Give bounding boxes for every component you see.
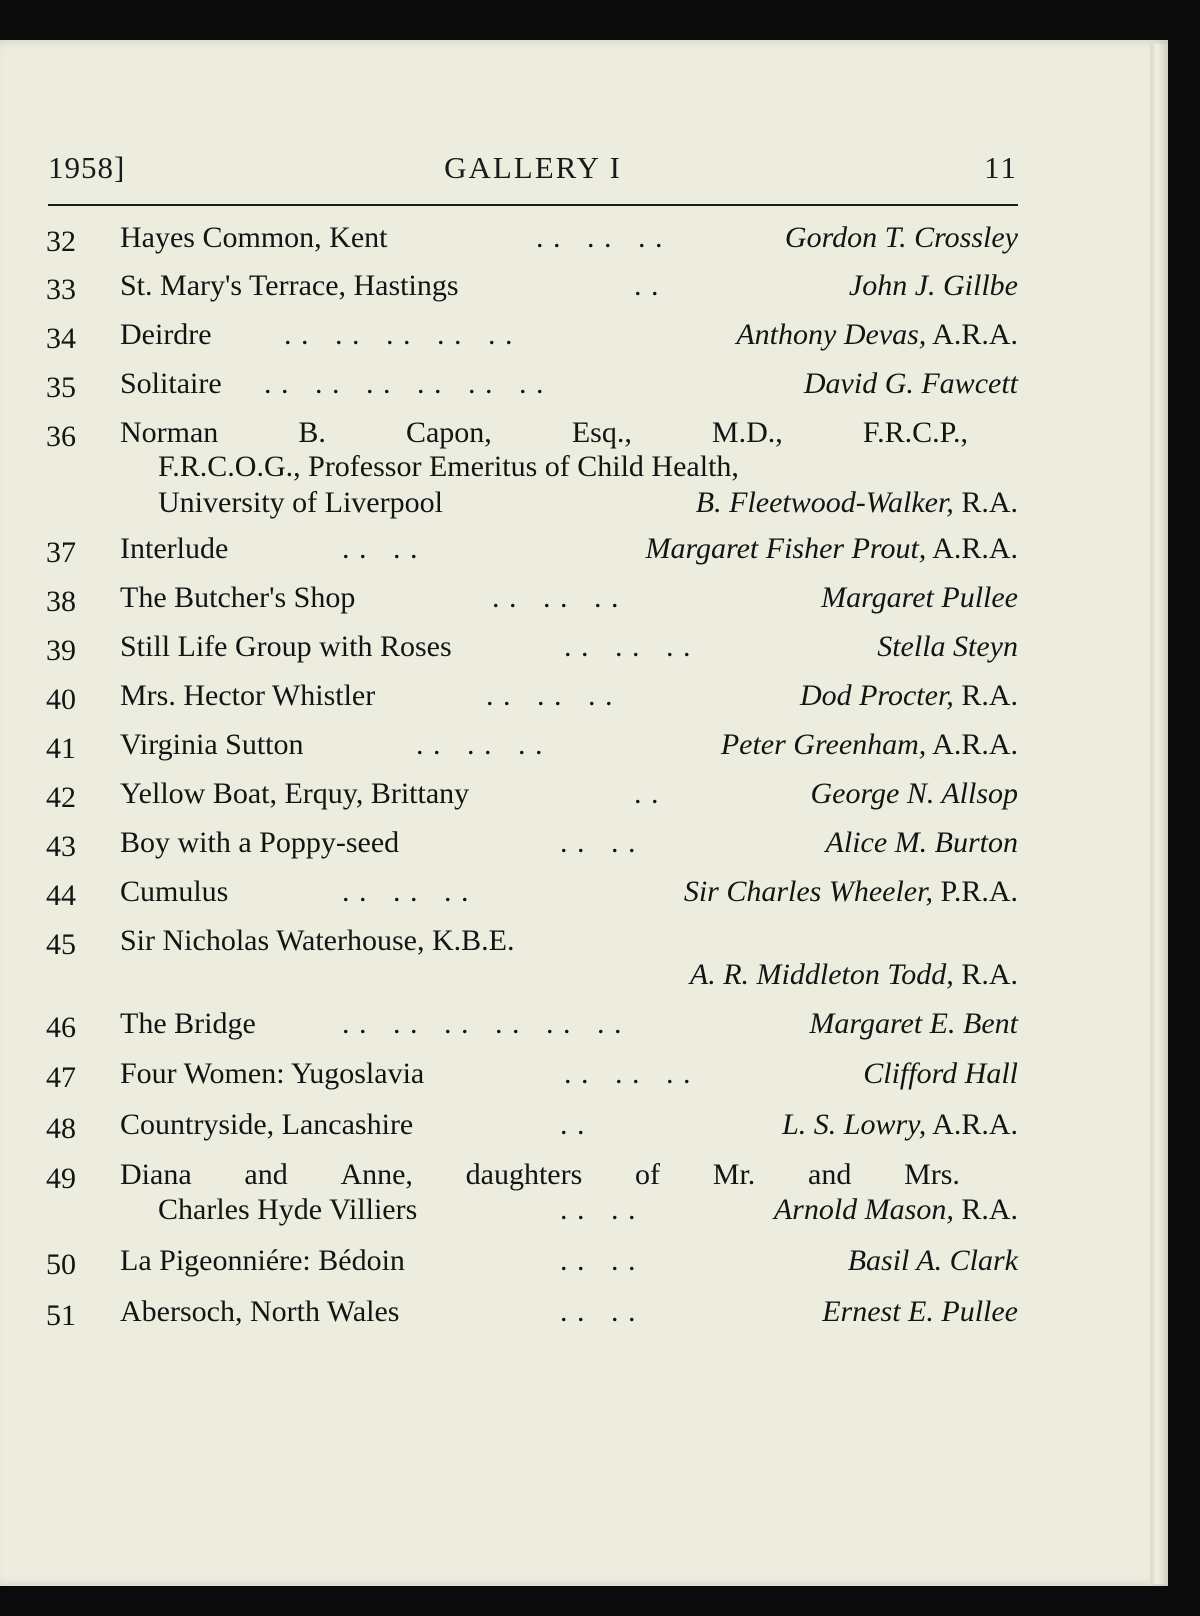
entry-number: 46 xyxy=(46,1011,76,1044)
catalogue-entry xyxy=(46,1157,1018,1231)
leader-dots: . . . . . . xyxy=(536,221,664,254)
leader-dots: . . . . . . xyxy=(416,728,544,761)
entry-title: Virginia Sutton xyxy=(120,728,304,761)
title-word: Norman xyxy=(120,416,219,449)
artist-name: L. S. Lowry, xyxy=(782,1108,927,1141)
header-rule xyxy=(48,204,1018,206)
entry-title: St. Mary's Terrace, Hastings xyxy=(120,269,459,302)
artist-name: Margaret Pullee xyxy=(821,581,1018,614)
entry-title: Mrs. Hector Whistler xyxy=(120,679,376,712)
catalogue-entry xyxy=(46,923,1018,997)
leader-dots: . . . . xyxy=(342,532,419,565)
entry-artist xyxy=(690,957,1018,993)
leader-dots: . . . . . . xyxy=(564,630,692,663)
entry-number: 44 xyxy=(46,879,76,912)
entry-title: Yellow Boat, Erquy, Brittany xyxy=(120,777,470,810)
entry-artist xyxy=(774,1192,1018,1228)
artist-name: Margaret Fisher Prout, xyxy=(645,532,927,565)
entry-title: Solitaire xyxy=(120,367,222,400)
title-word: of xyxy=(635,1158,661,1191)
entry-title: Hayes Common, Kent xyxy=(120,221,388,254)
artist-honours: R.A. xyxy=(953,679,1018,712)
entry-artist xyxy=(826,825,1018,861)
leader-dots: . . . . xyxy=(560,1295,637,1328)
entry-number: 45 xyxy=(46,928,76,961)
entry-title-continued: F.R.C.O.G., Professor Emeritus of Child Health, xyxy=(158,450,739,483)
entry-artist xyxy=(804,366,1018,402)
entry-artist xyxy=(811,776,1019,812)
entry-title xyxy=(120,415,968,451)
title-word: and xyxy=(808,1158,852,1191)
entry-artist xyxy=(736,317,1018,353)
entry-title: Countryside, Lancashire xyxy=(120,1108,414,1141)
entry-title-continued: University of Liverpool xyxy=(158,486,443,519)
entry-artist xyxy=(782,1107,1018,1143)
artist-name: Alice M. Burton xyxy=(825,826,1018,859)
artist-name: David G. Fawcett xyxy=(803,367,1018,400)
entry-artist xyxy=(646,531,1019,567)
entry-number: 43 xyxy=(46,830,76,863)
artist-name: Basil A. Clark xyxy=(847,1244,1018,1277)
title-word: B. xyxy=(298,416,326,449)
entry-number: 34 xyxy=(46,322,76,355)
leader-dots: . . . . . . . . . . . . xyxy=(264,367,545,400)
title-word: Mr. xyxy=(712,1158,756,1191)
artist-honours: R.A. xyxy=(953,486,1018,519)
leader-dots: . . . . . . . . . . xyxy=(284,318,514,351)
artist-honours: P.R.A. xyxy=(932,875,1018,908)
entry-number: 42 xyxy=(46,781,76,814)
artist-name: Arnold Mason, xyxy=(773,1193,954,1226)
leader-dots: . . . . . . xyxy=(342,875,470,908)
title-word: Anne, xyxy=(340,1158,413,1191)
entry-title: La Pigeonniére: Bédoin xyxy=(120,1244,405,1277)
entry-number: 40 xyxy=(46,683,76,716)
entry-title: Sir Nicholas Waterhouse, K.B.E. xyxy=(120,924,515,957)
page-edge xyxy=(1150,44,1168,1584)
entry-number: 39 xyxy=(46,634,76,667)
entry-title-continued: Charles Hyde Villiers xyxy=(158,1193,418,1226)
entry-title: The Bridge xyxy=(120,1007,256,1040)
title-word: Capon, xyxy=(405,416,492,449)
entry-title: Four Women: Yugoslavia xyxy=(120,1057,425,1090)
artist-name: Gordon T. Crossley xyxy=(784,221,1018,254)
page-header xyxy=(48,150,1018,190)
leader-dots: . . . . xyxy=(560,1193,637,1226)
artist-name: Stella Steyn xyxy=(877,630,1018,663)
entry-title xyxy=(120,1157,960,1193)
entry-title: Cumulus xyxy=(120,875,229,908)
page-number: 11 xyxy=(984,150,1018,185)
artist-name: Anthony Devas, xyxy=(736,318,927,351)
entry-artist xyxy=(800,678,1018,714)
entry-artist xyxy=(877,629,1018,665)
artist-honours: R.A. xyxy=(953,1193,1018,1226)
catalogue-entry xyxy=(46,415,1018,525)
entry-artist xyxy=(809,1006,1018,1042)
entry-artist xyxy=(785,220,1018,256)
entry-number: 35 xyxy=(46,371,76,404)
artist-name: Clifford Hall xyxy=(863,1057,1018,1090)
artist-name: B. Fleetwood-Walker, xyxy=(695,486,954,519)
title-word: Esq., xyxy=(571,416,632,449)
entry-number: 32 xyxy=(46,225,76,258)
entry-title: The Butcher's Shop xyxy=(120,581,356,614)
entry-title: Deirdre xyxy=(120,318,212,351)
artist-honours: A.R.A. xyxy=(926,1108,1018,1141)
entry-artist xyxy=(684,874,1018,910)
title-word: Mrs. xyxy=(904,1158,960,1191)
entry-number: 41 xyxy=(46,732,76,765)
entry-number: 48 xyxy=(46,1112,76,1145)
artist-name: A. R. Middleton Todd, xyxy=(689,958,954,991)
entry-number: 47 xyxy=(46,1061,76,1094)
running-year: 1958] xyxy=(48,150,126,185)
leader-dots: . . . . . . . . . . . . xyxy=(342,1007,623,1040)
entry-number: 50 xyxy=(46,1248,76,1281)
artist-name: Dod Procter, xyxy=(799,679,954,712)
entry-title: Abersoch, North Wales xyxy=(120,1295,400,1328)
artist-name: John J. Gillbe xyxy=(848,269,1018,302)
entry-artist xyxy=(821,580,1018,616)
leader-dots: . . . . . . xyxy=(564,1057,692,1090)
artist-honours: A.R.A. xyxy=(926,728,1018,761)
entry-number: 33 xyxy=(46,273,76,306)
artist-name: Peter Greenham, xyxy=(720,728,927,761)
artist-name: George N. Allsop xyxy=(810,777,1018,810)
entry-number: 38 xyxy=(46,585,76,618)
entry-number: 49 xyxy=(46,1162,76,1195)
leader-dots: . . . . xyxy=(560,1244,637,1277)
leader-dots: . . xyxy=(560,1108,586,1141)
artist-name: Margaret E. Bent xyxy=(809,1007,1018,1040)
entry-artist xyxy=(848,1243,1018,1279)
entry-title: Interlude xyxy=(120,532,229,565)
leader-dots: . . . . xyxy=(560,826,637,859)
title-word: daughters xyxy=(465,1158,583,1191)
entry-title: Boy with a Poppy-seed xyxy=(120,826,400,859)
leader-dots: . . xyxy=(634,777,660,810)
entry-artist xyxy=(696,485,1018,521)
gallery-title: GALLERY I xyxy=(444,150,622,185)
artist-honours: R.A. xyxy=(953,958,1018,991)
title-word: F.R.C.P., xyxy=(862,416,968,449)
title-word: M.D., xyxy=(711,416,783,449)
entry-number: 51 xyxy=(46,1299,76,1332)
title-word: and xyxy=(244,1158,288,1191)
title-word: Diana xyxy=(120,1158,192,1191)
artist-name: Sir Charles Wheeler, xyxy=(683,875,933,908)
leader-dots: . . xyxy=(634,269,660,302)
entry-artist xyxy=(849,268,1018,304)
entry-title: Still Life Group with Roses xyxy=(120,630,452,663)
entry-number: 37 xyxy=(46,536,76,569)
entry-artist xyxy=(863,1056,1018,1092)
artist-honours: A.R.A. xyxy=(926,318,1018,351)
entry-artist xyxy=(721,727,1018,763)
entry-artist xyxy=(822,1294,1018,1330)
artist-honours: A.R.A. xyxy=(926,532,1018,565)
leader-dots: . . . . . . xyxy=(486,679,614,712)
artist-name: Ernest E. Pullee xyxy=(822,1295,1018,1328)
leader-dots: . . . . . . xyxy=(492,581,620,614)
entry-number: 36 xyxy=(46,420,76,453)
